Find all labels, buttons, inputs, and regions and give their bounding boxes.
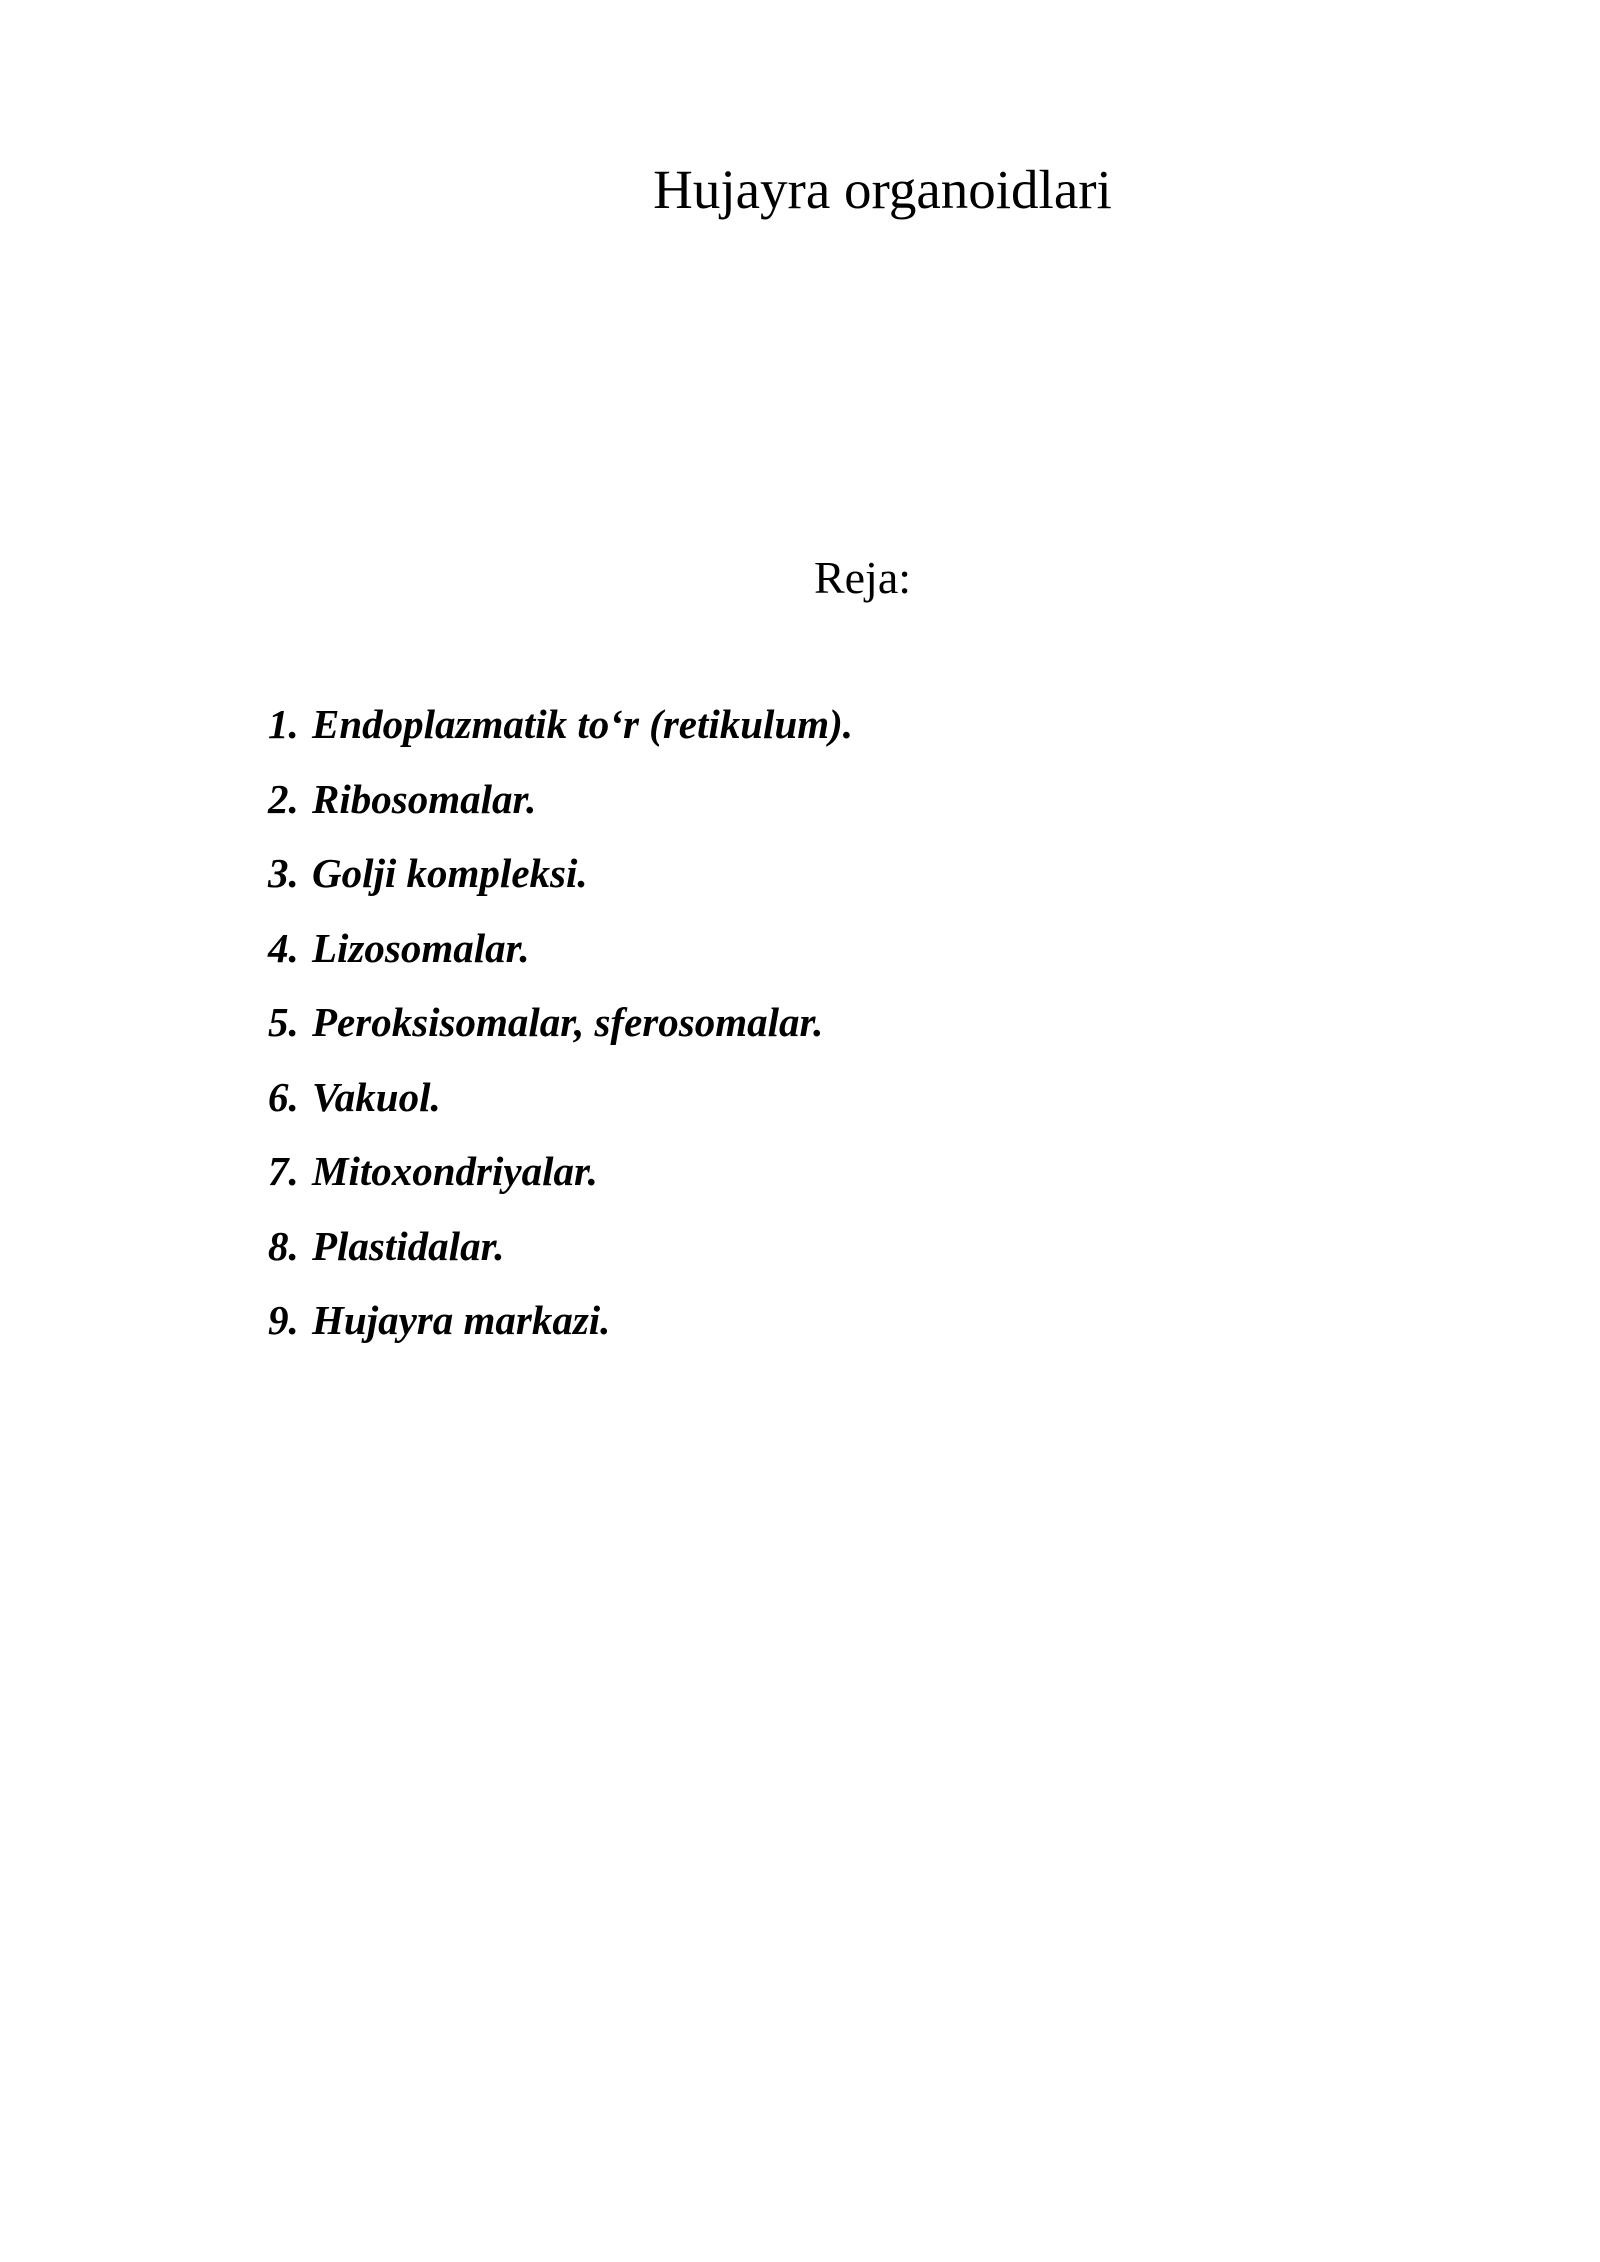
plan-item-5	[268, 992, 853, 1067]
plan-item-number: 3.	[268, 850, 299, 896]
plan-item-text: Plastidalar.	[312, 1222, 505, 1269]
plan-item-6	[268, 1067, 853, 1142]
plan-item-7	[268, 1141, 853, 1216]
plan-item-text: Hujayra markazi.	[312, 1297, 611, 1343]
plan-item-number: 5.	[268, 999, 299, 1045]
plan-item-8	[268, 1216, 853, 1291]
plan-item-4	[268, 918, 853, 993]
plan-item-9	[268, 1290, 853, 1365]
plan-item-number: 2.	[268, 775, 299, 822]
plan-item-number: 8.	[268, 1222, 299, 1269]
plan-item-number: 7.	[268, 1148, 299, 1194]
plan-item-1	[268, 694, 853, 769]
plan-item-text: Ribosomalar.	[312, 775, 537, 822]
plan-item-number: 9.	[268, 1297, 299, 1343]
plan-item-text: Peroksisomalar, sferosomalar.	[312, 999, 824, 1045]
plan-item-text: Vakuol.	[312, 1073, 441, 1120]
plan-item-3	[268, 843, 853, 918]
plan-item-text: Golji kompleksi.	[312, 850, 588, 896]
plan-item-text: Endoplazmatik to‘r (retikulum).	[312, 701, 854, 747]
plan-item-number: 1.	[268, 701, 299, 747]
plan-item-text: Lizosomalar.	[312, 924, 530, 971]
plan-item-number: 4.	[268, 924, 299, 971]
plan-item-text: Mitoxondriyalar.	[312, 1148, 598, 1194]
plan-item-2	[268, 769, 853, 844]
document-title: Hujayra organoidlari	[653, 159, 1112, 220]
plan-item-number: 6.	[268, 1073, 299, 1120]
plan-heading: Reja:	[813, 552, 912, 603]
plan-list	[268, 694, 853, 1365]
